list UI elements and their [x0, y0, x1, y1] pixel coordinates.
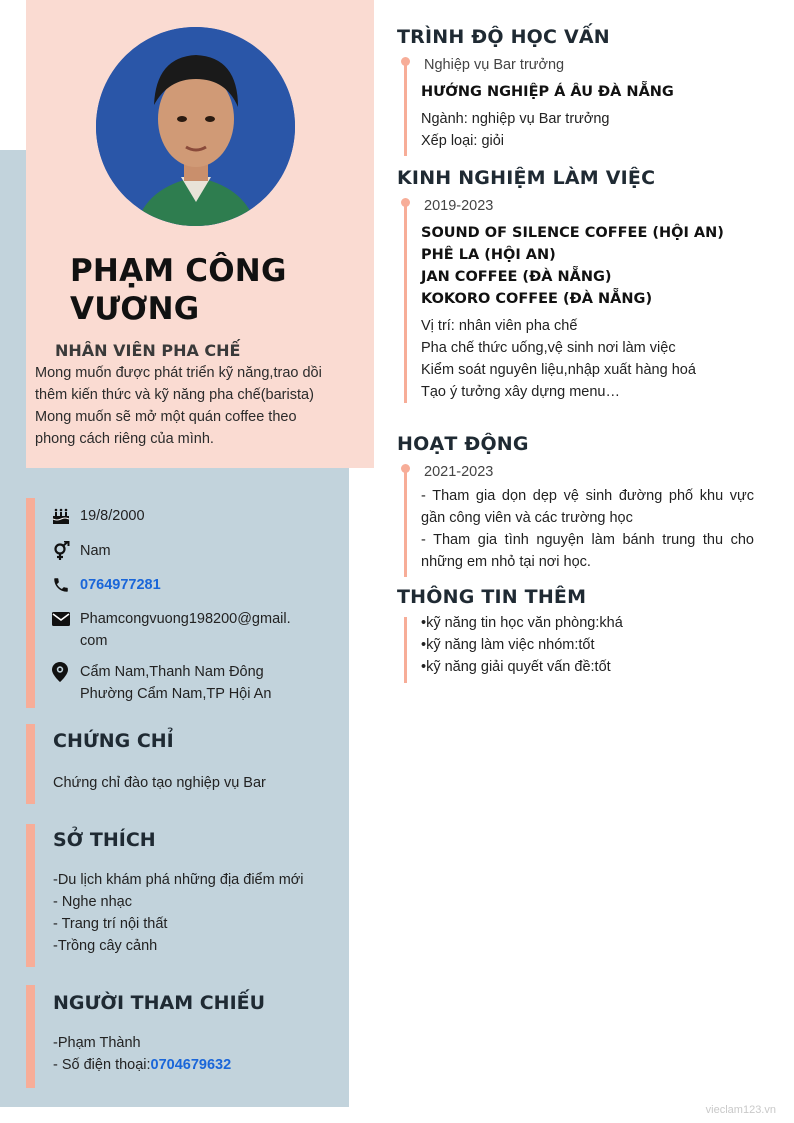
education-school: HƯỚNG NGHIỆP Á ÂU ĐÀ NẴNG — [421, 84, 674, 100]
certificate-item: Chứng chỉ đào tạo nghiệp vụ Bar — [53, 775, 266, 791]
activity-line: gần công viên và các trường học — [421, 510, 633, 526]
email-value[interactable]: Phamcongvuong198200@gmail.com — [80, 611, 291, 649]
contact-birthday — [52, 505, 295, 527]
education-details — [421, 108, 754, 152]
experience-period: 2019-2023 — [424, 198, 494, 214]
experience-timeline-dot — [401, 198, 410, 207]
hobbies-heading: SỞ THÍCH — [53, 829, 156, 851]
experience-line: Vị trí: nhân viên pha chế — [421, 318, 578, 334]
experience-companies — [421, 222, 761, 310]
reference-phone-label: - Số điện thoại: — [53, 1057, 151, 1073]
education-timeline-dot — [401, 57, 410, 66]
company-item: SOUND OF SILENCE COFFEE (HỘI AN) — [421, 225, 724, 241]
education-heading: TRÌNH ĐỘ HỌC VẤN — [397, 26, 610, 48]
contact-accent-bar — [26, 498, 35, 708]
extra-info-line — [404, 617, 407, 683]
email-icon — [52, 608, 80, 630]
experience-line: Tạo ý tưởng xây dựng menu… — [421, 384, 620, 400]
gender-icon — [52, 540, 80, 562]
birthday-cake-icon — [52, 505, 80, 527]
references-accent-bar — [26, 985, 35, 1088]
candidate-name — [70, 252, 360, 328]
address-line-1: Cẩm Nam,Thanh Nam Đông — [80, 664, 264, 680]
activities-timeline-line — [404, 467, 407, 577]
education-line: Xếp loại: giỏi — [421, 133, 505, 149]
objective-line: Mong muốn được phát triển kỹ năng,trao dồi — [35, 365, 322, 381]
contact-gender — [52, 540, 295, 562]
references-heading: NGƯỜI THAM CHIẾU — [53, 992, 266, 1014]
activity-line: - Tham gia dọn dẹp vệ sinh đường phố khu vực — [421, 488, 754, 504]
location-pin-icon — [52, 661, 80, 683]
hobbies-accent-bar — [26, 824, 35, 967]
hobby-item: -Trồng cây cảnh — [53, 938, 158, 954]
address-line-2: Phường Cẩm Nam,TP Hội An — [80, 686, 272, 702]
experience-heading: KINH NGHIỆM LÀM VIỆC — [397, 167, 656, 189]
extra-info-item: •kỹ năng giải quyết vấn đề:tốt — [421, 659, 611, 675]
extra-info-list — [421, 612, 754, 678]
address-value — [80, 661, 295, 705]
contact-phone[interactable] — [52, 574, 295, 596]
contact-address — [52, 661, 295, 705]
company-item: KOKORO COFFEE (ĐÀ NẴNG) — [421, 291, 653, 307]
avatar-portrait — [96, 27, 295, 226]
education-timeline-line — [404, 60, 407, 156]
experience-details — [421, 315, 754, 403]
objective-line: thêm kiến thức và kỹ năng pha chế(barista) — [35, 387, 314, 403]
certificates-accent-bar — [26, 724, 35, 804]
objective-line: phong cách riêng của mình. — [35, 431, 214, 447]
activities-details — [421, 485, 754, 573]
reference-phone-row — [53, 1054, 231, 1076]
education-period: Nghiệp vụ Bar trưởng — [424, 57, 565, 73]
reference-phone-value[interactable]: 0704679632 — [150, 1057, 232, 1073]
extra-info-heading: THÔNG TIN THÊM — [397, 586, 587, 608]
birthday-value: 19/8/2000 — [80, 508, 145, 524]
company-item: PHÊ LA (HỘI AN) — [421, 247, 556, 263]
extra-info-item: •kỹ năng tin học văn phòng:khá — [421, 615, 623, 631]
hobbies-list — [53, 869, 304, 957]
extra-info-item: •kỹ năng làm việc nhóm:tốt — [421, 637, 595, 653]
activity-line: - Tham gia tình nguyện làm bánh trung thu cho — [421, 532, 754, 548]
certificates-list — [53, 772, 266, 794]
activity-line: những em nhỏ tại nơi học. — [421, 554, 591, 570]
job-title: NHÂN VIÊN PHA CHẾ — [55, 341, 241, 360]
contact-email[interactable] — [52, 608, 295, 652]
name-line-2: VƯƠNG — [70, 291, 200, 327]
phone-icon — [52, 574, 80, 596]
watermark: vieclam123.vn — [705, 1104, 776, 1116]
hobby-item: - Trang trí nội thất — [53, 916, 168, 932]
avatar — [96, 27, 295, 226]
certificates-heading: CHỨNG CHỈ — [53, 730, 174, 752]
name-line-1: PHẠM CÔNG — [70, 253, 287, 289]
references-list — [53, 1032, 231, 1076]
reference-name: -Phạm Thành — [53, 1035, 141, 1051]
hobby-item: -Du lịch khám phá những địa điểm mới — [53, 872, 304, 888]
phone-value[interactable]: 0764977281 — [80, 577, 161, 593]
education-line: Ngành: nghiệp vụ Bar trưởng — [421, 111, 610, 127]
company-item: JAN COFFEE (ĐÀ NẴNG) — [421, 269, 612, 285]
career-objective — [35, 362, 345, 450]
experience-timeline-line — [404, 201, 407, 403]
experience-line: Pha chế thức uống,vệ sinh nơi làm việc — [421, 340, 676, 356]
experience-line: Kiểm soát nguyên liệu,nhập xuất hàng hoá — [421, 362, 696, 378]
hobby-item: - Nghe nhạc — [53, 894, 132, 910]
gender-value: Nam — [80, 543, 111, 559]
activities-heading: HOẠT ĐỘNG — [397, 433, 529, 455]
objective-line: Mong muốn sẽ mở một quán coffee theo — [35, 409, 297, 425]
activities-period: 2021-2023 — [424, 464, 494, 480]
activities-timeline-dot — [401, 464, 410, 473]
